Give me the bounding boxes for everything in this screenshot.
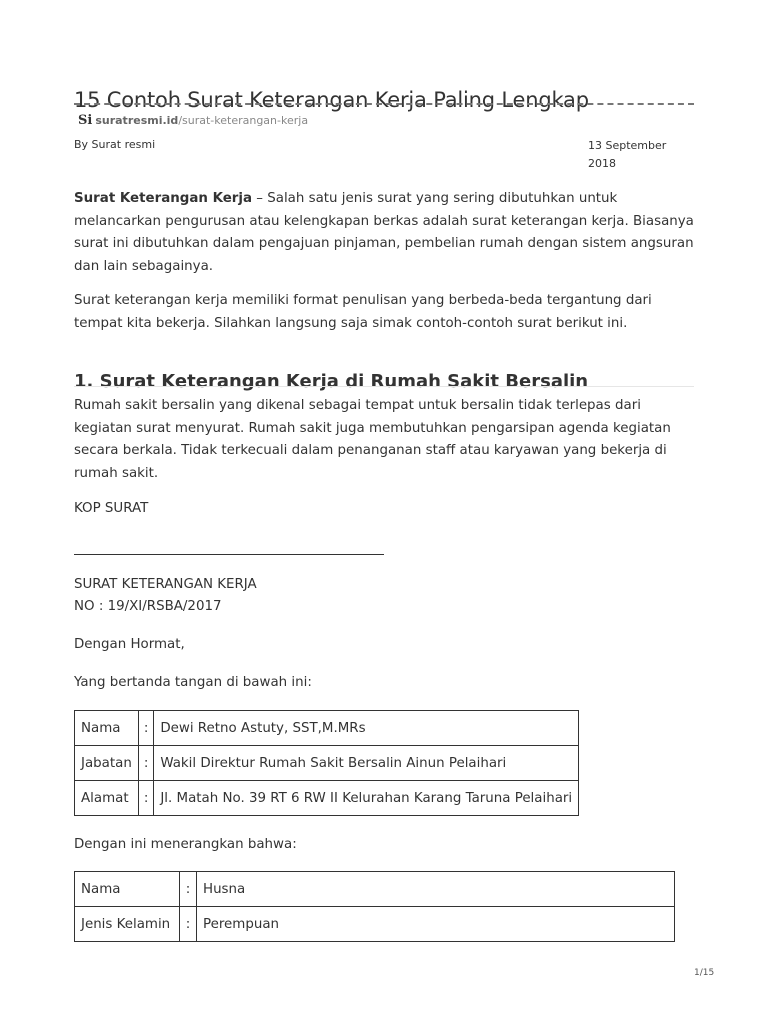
intro-bold-lead: Surat Keterangan Kerja: [74, 191, 253, 206]
intro-paragraph-1: [74, 188, 702, 278]
letter-title: SURAT KETERANGAN KERJA: [74, 577, 257, 592]
table-cell-label: Nama: [75, 711, 139, 746]
kop-underline: [74, 554, 384, 555]
page-title: 15 Contoh Surat Keterangan Kerja Paling Lengkap: [74, 88, 589, 113]
table-cell-separator: :: [138, 711, 154, 746]
source-path: /surat-keterangan-kerja: [178, 114, 309, 127]
section-heading: 1. Surat Keterangan Kerja di Rumah Sakit Bersalin: [74, 370, 589, 392]
table-cell-label: Alamat: [75, 781, 139, 816]
table-row: [75, 781, 579, 816]
table-cell-value: Wakil Direktur Rumah Sakit Bersalin Ainun Pelaihari: [154, 746, 579, 781]
table-cell-separator: :: [180, 907, 197, 942]
source-link[interactable]: [78, 113, 308, 128]
letter-greeting: Dengan Hormat,: [74, 637, 185, 652]
table-row: [75, 872, 675, 907]
signer-intro: Yang bertanda tangan di bawah ini:: [74, 675, 312, 690]
table-cell-label: Nama: [75, 872, 180, 907]
table-cell-value: Perempuan: [197, 907, 675, 942]
table-cell-value: Dewi Retno Astuty, SST,M.MRs: [154, 711, 579, 746]
letter-number: NO : 19/XI/RSBA/2017: [74, 599, 222, 614]
table-cell-value: Husna: [197, 872, 675, 907]
author-byline: By Surat resmi: [74, 138, 156, 151]
table-cell-label: Jabatan: [75, 746, 139, 781]
table-cell-separator: :: [138, 746, 154, 781]
table-cell-label: Jenis Kelamin: [75, 907, 180, 942]
declare-intro: Dengan ini menerangkan bahwa:: [74, 837, 297, 852]
employee-table: [74, 871, 675, 942]
table-row: [75, 711, 579, 746]
page-number: 1/15: [694, 968, 715, 978]
table-cell-separator: :: [180, 872, 197, 907]
section-paragraph: Rumah sakit bersalin yang dikenal sebagai tempat untuk bersalin tidak terlepas dari kegiatan surat menyurat. Rumah sakit juga membutuhkan pengarsipan agenda kegiatan secara berkala. Tidak terkecuali dalam penanganan staff atau karyawan yang bekerja di rumah sakit.: [74, 398, 671, 481]
intro-paragraph-1-text: – Salah satu jenis surat yang sering dibutuhkan untuk melancarkan pengurusan atau kelengkapan berkas adalah surat keterangan kerja. Biasanya surat ini dibutuhkan dalam pengajuan pinjaman, pembelian rumah dengan sistem angsuran dan lain sebagainya.: [74, 191, 694, 274]
table-cell-value: Jl. Matah No. 39 RT 6 RW II Kelurahan Karang Taruna Pelaihari: [154, 781, 579, 816]
publish-date: 13 September 2018: [588, 139, 667, 170]
source-domain: suratresmi.id: [95, 114, 179, 127]
title-divider: [74, 103, 694, 105]
table-row: [75, 907, 675, 942]
table-cell-separator: :: [138, 781, 154, 816]
kop-surat: KOP SURAT: [74, 501, 149, 516]
signer-table: [74, 710, 579, 816]
section-divider: [74, 386, 694, 387]
intro-paragraph-2: Surat keterangan kerja memiliki format penulisan yang berbeda-beda tergantung dari tempat kita bekerja. Silahkan langsung saja simak contoh-contoh surat berikut ini.: [74, 293, 652, 331]
site-logo-icon: Si: [78, 113, 93, 128]
table-row: [75, 746, 579, 781]
